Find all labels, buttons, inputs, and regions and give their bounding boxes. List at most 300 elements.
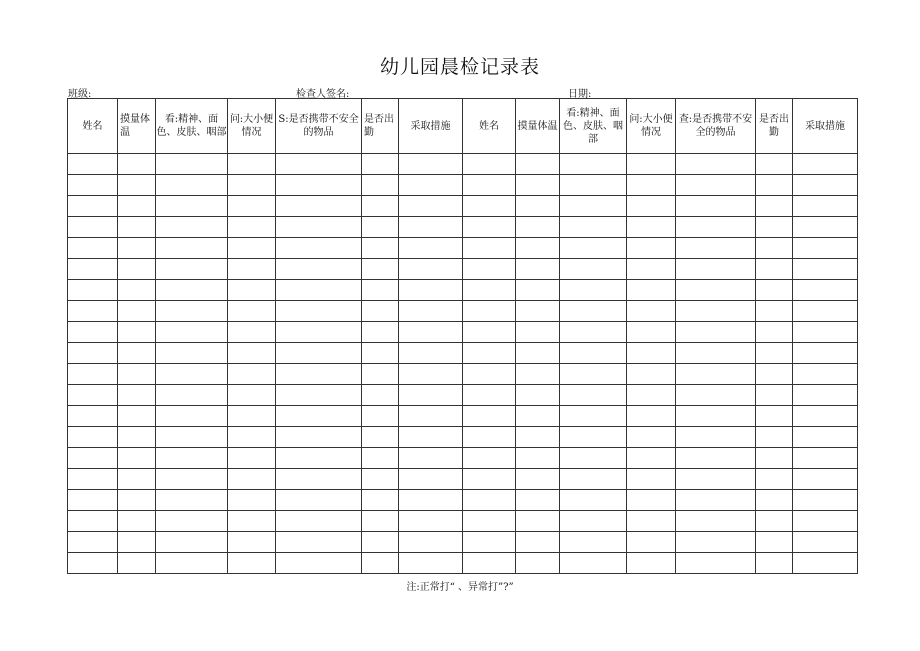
table-cell[interactable]	[756, 511, 793, 532]
table-cell[interactable]	[118, 511, 156, 532]
table-cell[interactable]	[463, 259, 516, 280]
table-cell[interactable]	[463, 196, 516, 217]
table-cell[interactable]	[793, 280, 858, 301]
table-cell[interactable]	[362, 511, 399, 532]
table-cell[interactable]	[156, 154, 228, 175]
table-cell[interactable]	[362, 175, 399, 196]
table-cell[interactable]	[676, 427, 756, 448]
table-cell[interactable]	[68, 364, 118, 385]
table-cell[interactable]	[676, 322, 756, 343]
table-cell[interactable]	[463, 427, 516, 448]
table-cell[interactable]	[627, 364, 676, 385]
table-cell[interactable]	[516, 196, 560, 217]
table-cell[interactable]	[228, 196, 276, 217]
header-temperature-2: 摸量体温	[516, 99, 560, 154]
table-cell[interactable]	[399, 511, 463, 532]
table-cell[interactable]	[156, 322, 228, 343]
table-cell[interactable]	[399, 490, 463, 511]
table-cell[interactable]	[463, 553, 516, 574]
table-cell[interactable]	[276, 364, 362, 385]
table-cell[interactable]	[516, 322, 560, 343]
table-cell[interactable]	[463, 448, 516, 469]
table-cell[interactable]	[560, 217, 627, 238]
table-cell[interactable]	[68, 343, 118, 364]
table-cell[interactable]	[676, 280, 756, 301]
table-cell[interactable]	[676, 511, 756, 532]
table-cell[interactable]	[627, 301, 676, 322]
table-cell[interactable]	[463, 154, 516, 175]
table-cell[interactable]	[118, 280, 156, 301]
table-cell[interactable]	[276, 322, 362, 343]
table-cell[interactable]	[68, 406, 118, 427]
table-cell[interactable]	[156, 196, 228, 217]
table-cell[interactable]	[463, 238, 516, 259]
table-cell[interactable]	[560, 532, 627, 553]
table-cell[interactable]	[228, 532, 276, 553]
table-cell[interactable]	[399, 469, 463, 490]
table-cell[interactable]	[627, 238, 676, 259]
table-cell[interactable]	[756, 385, 793, 406]
table-cell[interactable]	[118, 175, 156, 196]
table-cell[interactable]	[228, 154, 276, 175]
table-cell[interactable]	[756, 532, 793, 553]
table-cell[interactable]	[276, 532, 362, 553]
table-cell[interactable]	[276, 427, 362, 448]
table-cell[interactable]	[156, 301, 228, 322]
table-cell[interactable]	[516, 385, 560, 406]
table-cell[interactable]	[627, 511, 676, 532]
table-cell[interactable]	[676, 343, 756, 364]
table-cell[interactable]	[118, 490, 156, 511]
table-row	[68, 427, 858, 448]
table-cell[interactable]	[463, 532, 516, 553]
table-cell[interactable]	[627, 217, 676, 238]
table-cell[interactable]	[156, 280, 228, 301]
table-cell[interactable]	[627, 469, 676, 490]
table-row	[68, 448, 858, 469]
table-row	[68, 175, 858, 196]
table-cell[interactable]	[68, 238, 118, 259]
table-cell[interactable]	[68, 553, 118, 574]
table-cell[interactable]	[756, 427, 793, 448]
table-cell[interactable]	[118, 343, 156, 364]
table-cell[interactable]	[793, 532, 858, 553]
table-cell[interactable]	[516, 427, 560, 448]
header-ask: 问:大小便情况	[228, 99, 276, 154]
table-cell[interactable]	[68, 385, 118, 406]
table-cell[interactable]	[560, 385, 627, 406]
table-cell[interactable]	[399, 196, 463, 217]
table-cell[interactable]	[793, 385, 858, 406]
table-cell[interactable]	[516, 553, 560, 574]
table-cell[interactable]	[399, 154, 463, 175]
table-cell[interactable]	[516, 511, 560, 532]
table-cell[interactable]	[68, 196, 118, 217]
table-cell[interactable]	[756, 490, 793, 511]
table-cell[interactable]	[793, 490, 858, 511]
table-cell[interactable]	[156, 469, 228, 490]
table-cell[interactable]	[516, 469, 560, 490]
table-cell[interactable]	[516, 301, 560, 322]
table-cell[interactable]	[463, 406, 516, 427]
table-cell[interactable]	[118, 385, 156, 406]
table-cell[interactable]	[156, 238, 228, 259]
table-cell[interactable]	[463, 364, 516, 385]
table-cell[interactable]	[399, 322, 463, 343]
table-cell[interactable]	[560, 301, 627, 322]
table-row	[68, 511, 858, 532]
table-cell[interactable]	[118, 259, 156, 280]
table-cell[interactable]	[756, 175, 793, 196]
table-cell[interactable]	[560, 322, 627, 343]
table-cell[interactable]	[276, 511, 362, 532]
table-cell[interactable]	[68, 154, 118, 175]
table-cell[interactable]	[362, 154, 399, 175]
table-cell[interactable]	[156, 490, 228, 511]
table-cell[interactable]	[399, 280, 463, 301]
table-cell[interactable]	[228, 469, 276, 490]
table-cell[interactable]	[793, 217, 858, 238]
table-cell[interactable]	[68, 532, 118, 553]
table-cell[interactable]	[118, 217, 156, 238]
table-cell[interactable]	[627, 322, 676, 343]
table-cell[interactable]	[516, 406, 560, 427]
table-cell[interactable]	[399, 217, 463, 238]
table-cell[interactable]	[676, 301, 756, 322]
table-cell[interactable]	[627, 343, 676, 364]
inspector-signature-label: 检查人签名:	[296, 89, 350, 100]
table-cell[interactable]	[676, 238, 756, 259]
table-cell[interactable]	[793, 511, 858, 532]
table-cell[interactable]	[276, 553, 362, 574]
table-cell[interactable]	[676, 448, 756, 469]
table-cell[interactable]	[399, 343, 463, 364]
table-row	[68, 385, 858, 406]
table-cell[interactable]	[463, 385, 516, 406]
table-cell[interactable]	[362, 217, 399, 238]
table-cell[interactable]	[118, 406, 156, 427]
table-cell[interactable]	[560, 490, 627, 511]
table-cell[interactable]	[118, 301, 156, 322]
class-label: 班级:	[68, 89, 92, 100]
table-cell[interactable]	[516, 343, 560, 364]
table-cell[interactable]	[399, 448, 463, 469]
table-cell[interactable]	[276, 469, 362, 490]
table-cell[interactable]	[516, 259, 560, 280]
table-cell[interactable]	[228, 511, 276, 532]
table-cell[interactable]	[756, 406, 793, 427]
table-cell[interactable]	[676, 364, 756, 385]
table-cell[interactable]	[399, 259, 463, 280]
table-cell[interactable]	[399, 175, 463, 196]
table-cell[interactable]	[118, 154, 156, 175]
table-cell[interactable]	[276, 280, 362, 301]
table-cell[interactable]	[756, 364, 793, 385]
table-cell[interactable]	[793, 448, 858, 469]
table-cell[interactable]	[793, 238, 858, 259]
table-cell[interactable]	[276, 217, 362, 238]
table-cell[interactable]	[276, 175, 362, 196]
table-cell[interactable]	[627, 532, 676, 553]
table-cell[interactable]	[276, 406, 362, 427]
table-row	[68, 532, 858, 553]
table-cell[interactable]	[793, 343, 858, 364]
table-cell[interactable]	[276, 490, 362, 511]
table-cell[interactable]	[756, 259, 793, 280]
table-cell[interactable]	[756, 322, 793, 343]
table-cell[interactable]	[156, 175, 228, 196]
table-cell[interactable]	[362, 322, 399, 343]
table-cell[interactable]	[362, 427, 399, 448]
table-row	[68, 259, 858, 280]
table-cell[interactable]	[399, 532, 463, 553]
table-cell[interactable]	[156, 364, 228, 385]
table-cell[interactable]	[362, 385, 399, 406]
table-cell[interactable]	[627, 427, 676, 448]
table-cell[interactable]	[463, 280, 516, 301]
table-cell[interactable]	[793, 301, 858, 322]
table-cell[interactable]	[516, 175, 560, 196]
table-cell[interactable]	[276, 385, 362, 406]
table-cell[interactable]	[399, 301, 463, 322]
table-cell[interactable]	[156, 385, 228, 406]
table-cell[interactable]	[68, 469, 118, 490]
table-cell[interactable]	[560, 511, 627, 532]
table-cell[interactable]	[118, 532, 156, 553]
table-cell[interactable]	[118, 238, 156, 259]
header-name: 姓名	[68, 99, 118, 154]
table-cell[interactable]	[68, 280, 118, 301]
table-cell[interactable]	[228, 385, 276, 406]
table-cell[interactable]	[68, 217, 118, 238]
table-cell[interactable]	[756, 280, 793, 301]
table-cell[interactable]	[362, 238, 399, 259]
table-cell[interactable]	[228, 175, 276, 196]
table-cell[interactable]	[463, 490, 516, 511]
table-cell[interactable]	[793, 259, 858, 280]
table-cell[interactable]	[560, 154, 627, 175]
table-cell[interactable]	[560, 364, 627, 385]
table-cell[interactable]	[362, 469, 399, 490]
table-cell[interactable]	[463, 217, 516, 238]
table-cell[interactable]	[68, 175, 118, 196]
table-cell[interactable]	[627, 259, 676, 280]
table-cell[interactable]	[560, 469, 627, 490]
table-cell[interactable]	[276, 259, 362, 280]
table-row	[68, 238, 858, 259]
table-cell[interactable]	[228, 406, 276, 427]
header-temperature: 摸量体温	[118, 99, 156, 154]
table-cell[interactable]	[228, 238, 276, 259]
table-cell[interactable]	[68, 490, 118, 511]
table-cell[interactable]	[118, 469, 156, 490]
table-cell[interactable]	[68, 448, 118, 469]
header-row	[68, 99, 858, 154]
table-cell[interactable]	[156, 343, 228, 364]
table-cell[interactable]	[627, 553, 676, 574]
table-cell[interactable]	[228, 280, 276, 301]
table-cell[interactable]	[560, 427, 627, 448]
table-cell[interactable]	[362, 364, 399, 385]
table-cell[interactable]	[276, 343, 362, 364]
table-cell[interactable]	[228, 490, 276, 511]
table-cell[interactable]	[627, 175, 676, 196]
table-cell[interactable]	[793, 553, 858, 574]
table-cell[interactable]	[276, 238, 362, 259]
table-cell[interactable]	[676, 217, 756, 238]
date-label: 日期:	[568, 89, 592, 100]
header-name-2: 姓名	[463, 99, 516, 154]
table-row	[68, 280, 858, 301]
table-cell[interactable]	[228, 343, 276, 364]
table-cell[interactable]	[362, 343, 399, 364]
table-cell[interactable]	[793, 196, 858, 217]
table-cell[interactable]	[118, 553, 156, 574]
table-cell[interactable]	[362, 553, 399, 574]
table-cell[interactable]	[399, 553, 463, 574]
table-cell[interactable]	[756, 154, 793, 175]
table-cell[interactable]	[399, 238, 463, 259]
table-cell[interactable]	[362, 406, 399, 427]
table-cell[interactable]	[793, 175, 858, 196]
table-cell[interactable]	[276, 448, 362, 469]
table-cell[interactable]	[676, 154, 756, 175]
table-cell[interactable]	[228, 217, 276, 238]
table-cell[interactable]	[793, 322, 858, 343]
table-cell[interactable]	[516, 280, 560, 301]
table-cell[interactable]	[156, 427, 228, 448]
table-cell[interactable]	[228, 301, 276, 322]
table-cell[interactable]	[676, 196, 756, 217]
table-cell[interactable]	[676, 469, 756, 490]
table-cell[interactable]	[676, 406, 756, 427]
table-cell[interactable]	[793, 469, 858, 490]
table-cell[interactable]	[676, 553, 756, 574]
table-cell[interactable]	[756, 553, 793, 574]
table-cell[interactable]	[793, 427, 858, 448]
table-cell[interactable]	[560, 175, 627, 196]
table-cell[interactable]	[399, 427, 463, 448]
table-cell[interactable]	[756, 301, 793, 322]
table-cell[interactable]	[118, 364, 156, 385]
table-cell[interactable]	[676, 385, 756, 406]
table-cell[interactable]	[676, 490, 756, 511]
table-cell[interactable]	[399, 406, 463, 427]
table-cell[interactable]	[627, 490, 676, 511]
table-cell[interactable]	[516, 217, 560, 238]
table-cell[interactable]	[156, 448, 228, 469]
table-cell[interactable]	[560, 196, 627, 217]
table-cell[interactable]	[627, 154, 676, 175]
table-cell[interactable]	[276, 196, 362, 217]
table-cell[interactable]	[560, 343, 627, 364]
table-cell[interactable]	[362, 490, 399, 511]
table-cell[interactable]	[516, 490, 560, 511]
table-cell[interactable]	[68, 301, 118, 322]
table-cell[interactable]	[156, 553, 228, 574]
table-cell[interactable]	[756, 217, 793, 238]
table-cell[interactable]	[676, 259, 756, 280]
table-cell[interactable]	[362, 532, 399, 553]
table-cell[interactable]	[793, 364, 858, 385]
table-cell[interactable]	[68, 427, 118, 448]
table-cell[interactable]	[793, 406, 858, 427]
table-cell[interactable]	[560, 238, 627, 259]
table-cell[interactable]	[362, 259, 399, 280]
table-cell[interactable]	[68, 511, 118, 532]
table-cell[interactable]	[68, 322, 118, 343]
table-cell[interactable]	[399, 385, 463, 406]
table-cell[interactable]	[228, 259, 276, 280]
table-cell[interactable]	[756, 238, 793, 259]
table-cell[interactable]	[156, 406, 228, 427]
table-row	[68, 364, 858, 385]
table-cell[interactable]	[676, 532, 756, 553]
table-cell[interactable]	[560, 406, 627, 427]
table-cell[interactable]	[228, 448, 276, 469]
table-cell[interactable]	[756, 469, 793, 490]
table-cell[interactable]	[627, 385, 676, 406]
table-cell[interactable]	[560, 280, 627, 301]
table-cell[interactable]	[276, 301, 362, 322]
table-cell[interactable]	[276, 154, 362, 175]
table-cell[interactable]	[627, 196, 676, 217]
table-cell[interactable]	[463, 511, 516, 532]
table-cell[interactable]	[228, 322, 276, 343]
table-cell[interactable]	[516, 364, 560, 385]
table-cell[interactable]	[362, 301, 399, 322]
table-cell[interactable]	[463, 469, 516, 490]
table-cell[interactable]	[793, 154, 858, 175]
table-cell[interactable]	[399, 364, 463, 385]
table-cell[interactable]	[228, 553, 276, 574]
table-cell[interactable]	[463, 175, 516, 196]
table-cell[interactable]	[516, 448, 560, 469]
table-cell[interactable]	[463, 322, 516, 343]
table-cell[interactable]	[228, 427, 276, 448]
table-cell[interactable]	[560, 259, 627, 280]
table-cell[interactable]	[156, 511, 228, 532]
header-measures-2: 采取措施	[793, 99, 858, 154]
table-cell[interactable]	[118, 427, 156, 448]
table-cell[interactable]	[362, 280, 399, 301]
table-cell[interactable]	[118, 322, 156, 343]
table-cell[interactable]	[463, 343, 516, 364]
table-cell[interactable]	[156, 532, 228, 553]
table-cell[interactable]	[627, 280, 676, 301]
table-cell[interactable]	[68, 259, 118, 280]
table-cell[interactable]	[156, 259, 228, 280]
table-cell[interactable]	[516, 238, 560, 259]
table-cell[interactable]	[463, 301, 516, 322]
table-cell[interactable]	[228, 364, 276, 385]
table-cell[interactable]	[118, 196, 156, 217]
table-cell[interactable]	[560, 448, 627, 469]
table-cell[interactable]	[516, 532, 560, 553]
table-cell[interactable]	[362, 196, 399, 217]
table-cell[interactable]	[118, 448, 156, 469]
table-cell[interactable]	[756, 448, 793, 469]
table-cell[interactable]	[627, 406, 676, 427]
table-cell[interactable]	[362, 448, 399, 469]
table-cell[interactable]	[756, 196, 793, 217]
table-cell[interactable]	[516, 154, 560, 175]
table-cell[interactable]	[756, 343, 793, 364]
table-cell[interactable]	[560, 553, 627, 574]
table-cell[interactable]	[627, 448, 676, 469]
table-cell[interactable]	[676, 175, 756, 196]
table-cell[interactable]	[156, 217, 228, 238]
